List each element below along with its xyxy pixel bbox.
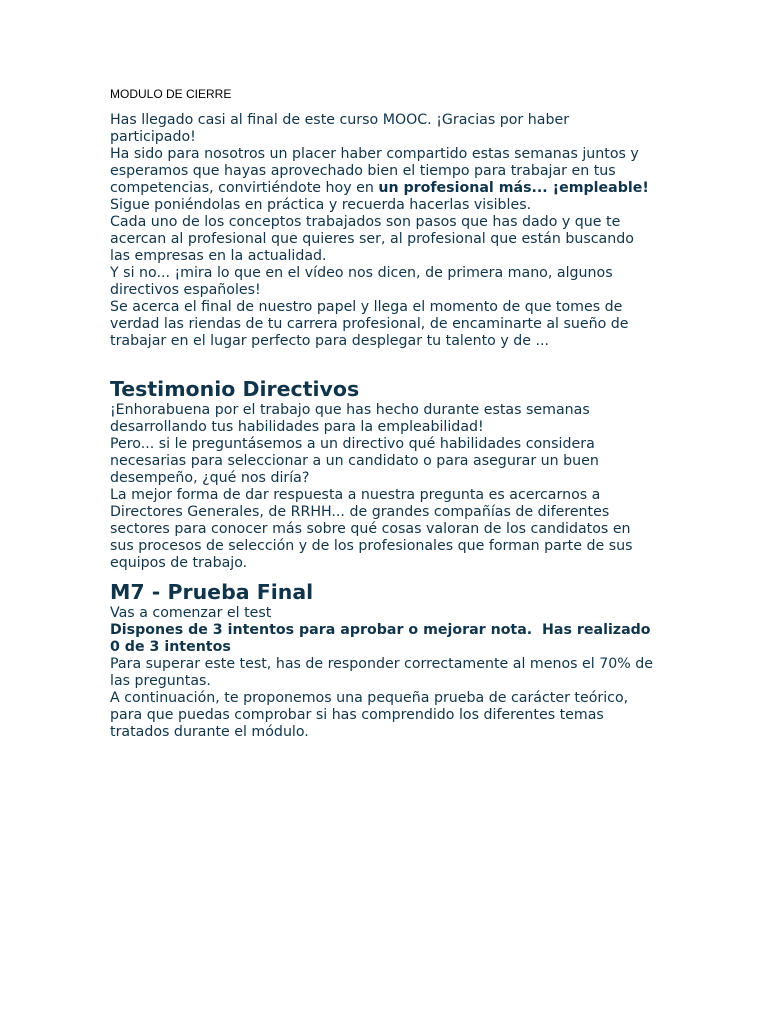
intro-paragraph-4: Y si no... ¡mira lo que en el vídeo nos dicen, de primera mano, algunos directivos españoles!: [110, 265, 613, 298]
intro-paragraph-2-text: Ha sido para nosotros un placer haber compartido estas semanas juntos y esperamos que hayas aprovechado bien el tiempo para trabajar en tus competencias, convirtiéndote hoy en: [110, 146, 639, 196]
prueba-paragraph-4: A continuación, te proponemos una pequeña prueba de carácter teórico, para que puedas comprobar si has comprendido los diferentes temas tratados durante el módulo.: [110, 690, 629, 740]
prueba-heading: M7 - Prueba Final: [110, 580, 314, 604]
prueba-attempts-text: Dispones de 3 intentos para aprobar o mejorar nota. Has realizado 0 de 3 intentos: [110, 622, 656, 655]
intro-paragraph-2: [110, 146, 658, 214]
prueba-section: [110, 605, 658, 741]
intro-section: [110, 112, 658, 350]
intro-paragraph-3: Cada uno de los conceptos trabajados son pasos que has dado y que te acercan al profesional que quieres ser, al profesional que están buscando las empresas en la actualidad.: [110, 214, 634, 264]
intro-paragraph-5: Se acerca el final de nuestro papel y llega el momento de que tomes de verdad las riendas de tu carrera profesional, de encaminarte al sueño de trabajar en el lugar perfecto para desplegar tu talento y de ...: [110, 299, 629, 349]
testimonio-paragraph-1: ¡Enhorabuena por el trabajo que has hecho durante estas semanas desarrollando tus habilidades para la empleabilidad!: [110, 402, 590, 435]
prueba-attempts-notice: [110, 622, 658, 656]
document-page: [110, 86, 658, 741]
document-title: MODULO DE CIERRE: [110, 87, 232, 101]
testimonio-section: [110, 402, 658, 572]
prueba-paragraph-1: Vas a comenzar el test: [110, 605, 272, 621]
prueba-paragraph-3: Para superar este test, has de responder correctamente al menos el 70% de las preguntas.: [110, 656, 653, 689]
testimonio-paragraph-2: Pero... si le preguntásemos a un directivo qué habilidades considera necesarias para seleccionar a un candidato o para asegurar un buen desempeño, ¿qué nos diría?: [110, 436, 599, 486]
testimonio-paragraph-3: La mejor forma de dar respuesta a nuestra pregunta es acercarnos a Directores Generales, de RRHH... de grandes compañías de diferentes sectores para conocer más sobre qué cosas valoran de los candidatos en sus procesos de selección y de los profesionales que forman parte de sus equipos de trabajo.: [110, 487, 633, 571]
intro-paragraph-2-bold: un profesional más... ¡empleable!: [378, 180, 649, 196]
intro-paragraph-1: Has llegado casi al final de este curso MOOC. ¡Gracias por haber participado!: [110, 112, 570, 145]
testimonio-heading: Testimonio Directivos: [110, 377, 360, 401]
intro-paragraph-2-tail: Sigue poniéndolas en práctica y recuerda hacerlas visibles.: [110, 197, 532, 213]
